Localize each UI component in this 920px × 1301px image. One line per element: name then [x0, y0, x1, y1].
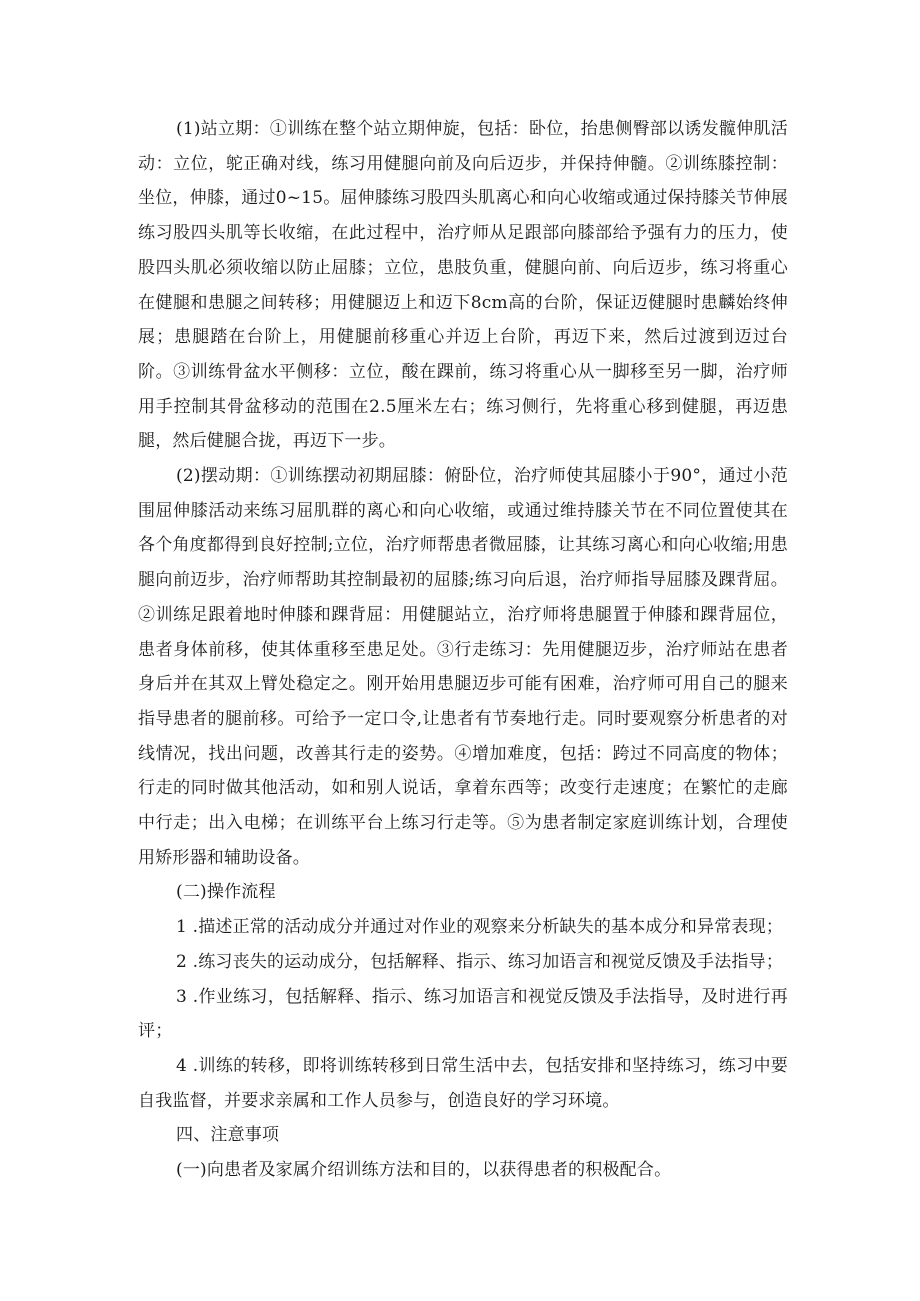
list-item-3: 3 .作业练习，包括解释、指示、练习加语言和视觉反馈及手法指导，及时进行再评；	[138, 986, 788, 1042]
list-item-1: 1 .描述正常的活动成分并通过对作业的观察来分析缺失的基本成分和异常表现；	[176, 917, 784, 938]
precaution-item-1: (一)向患者及家属介绍训练方法和目的，以获得患者的积极配合。	[176, 1160, 672, 1181]
paragraph-swing-phase: (2)摆动期：①训练摆动初期屈膝：俯卧位，治疗师使其屈膝小于90°，通过小范围屈伸膝活动来练习屈肌群的离心和向心收缩，或通过维持膝关节在不同位置使其在各个角度都得到良好控制;立位，治疗师帮患者微屈膝，让其练习离心和向心收缩;用患腿向前迈步，治疗师帮助其控制最初的屈膝;练习向后退，治疗师指导屈膝及踝背屈。②训练足跟着地时伸膝和踝背屈：用健腿站立，治疗师将患腿置于伸膝和踝背屈位，患者身体前移，使其体重移至患足处。③行走练习：先用健腿迈步，治疗师站在患者身后并在其双上臂处稳定之。刚开始用患腿迈步可能有困难，治疗师可用自己的腿来指导患者的腿前移。可给予一定口令,让患者有节奏地行走。同时要观察分析患者的对线情况，找出问题，改善其行走的姿势。④增加难度，包括：跨过不同高度的物体；行走的同时做其他活动，如和别人说话，拿着东西等；改变行走速度；在繁忙的走廊中行走；出入电梯；在训练平台上练习行走等。⑤为患者制定家庭训练计划，合理使用矫形器和辅助设备。	[138, 466, 788, 868]
document-body	[138, 112, 788, 1188]
heading-precautions: 四、注意事项	[176, 1125, 280, 1146]
list-item-2: 2 .练习丧失的运动成分，包括解释、指示、练习加语言和视觉反馈及手法指导；	[176, 951, 784, 972]
heading-operation-process: (二)操作流程	[176, 882, 276, 903]
paragraph-stance-phase: (1)站立期：①训练在整个站立期伸旋，包括：卧位，抬患侧臀部以诱发髋伸肌活动：立位，鸵正确对线，练习用健腿向前及向后迈步，并保持伸髓。②训练膝控制：坐位，伸膝，通过0~15。屈伸膝练习股四头肌离心和向心收缩或通过保持膝关节伸展练习股四头肌等长收缩，在此过程中，治疗师从足跟部向膝部给予强有力的压力，使股四头肌必须收缩以防止屈膝；立位，患肢负重，健腿向前、向后迈步，练习将重心在健腿和患腿之间转移；用健腿迈上和迈下8cm高的台阶，保证迈健腿时患麟始终伸展；患腿踏在台阶上，用健腿前移重心并迈上台阶，再迈下来，然后过渡到迈过台阶。③训练骨盆水平侧移：立位，酸在踝前，练习将重心从一脚移至另一脚，治疗师用手控制其骨盆移动的范围在2.5厘米左右；练习侧行，先将重心移到健腿，再迈患腿，然后健腿合拢，再迈下一步。	[138, 119, 788, 452]
list-item-4: 4 .训练的转移，即将训练转移到日常生活中去，包括安排和坚持练习，练习中要自我监督，并要求亲属和工作人员参与，创造良好的学习环境。	[138, 1055, 788, 1111]
